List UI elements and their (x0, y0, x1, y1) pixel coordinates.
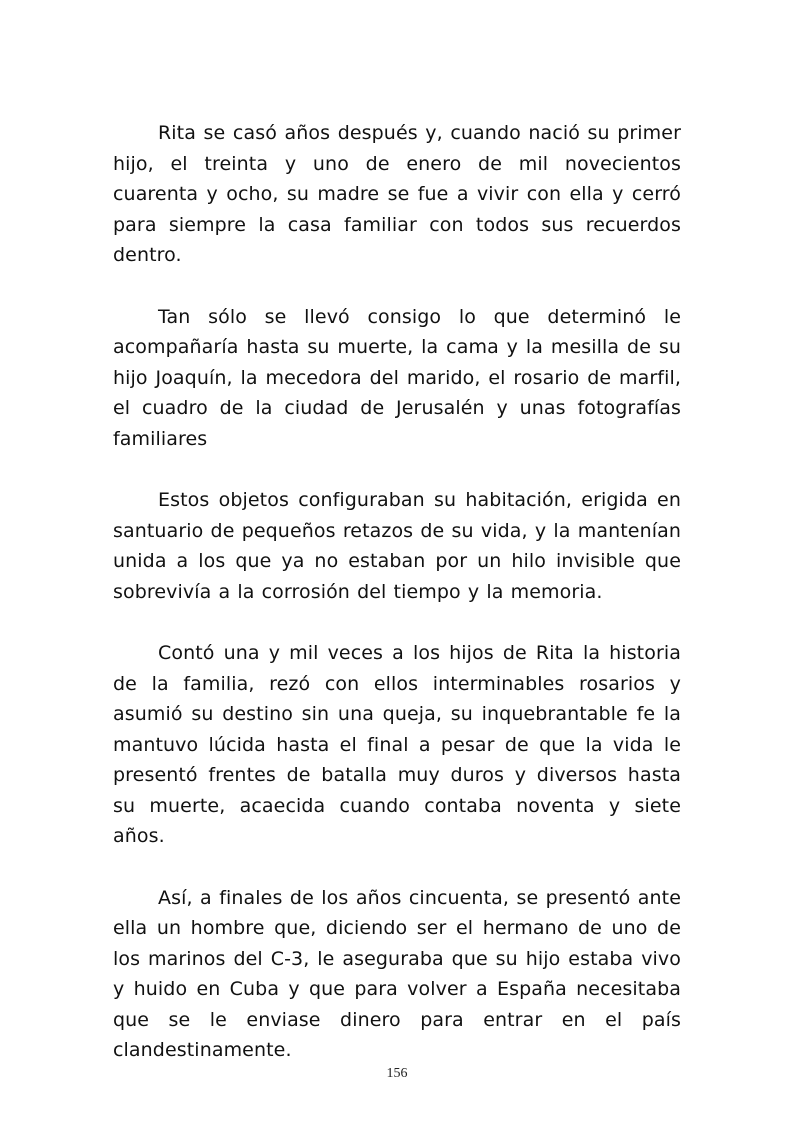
page-number: 156 (386, 1066, 408, 1081)
paragraph-5: Así, a finales de los años cincuenta, se presentó ante ella un hombre que, diciendo ser el hermano de uno de los marinos del C-3, le aseguraba que su hijo estaba vivo y huido en Cuba y que para volver a España necesitaba que se le enviase dinero para entrar en el país clandestinamente. (113, 886, 681, 1061)
paragraph-1: Rita se casó años después y, cuando nació su primer hijo, el treinta y uno de enero de mil novecientos cuarenta y ocho, su madre se fue a vivir con ella y cerró para siempre la casa familiar con todos sus recuerdos dentro. (113, 122, 681, 266)
paragraph-2: Tan sólo se llevó consigo lo que determinó le acompañaría hasta su muerte, la cama y la mesilla de su hijo Joaquín, la mecedora del marido, el rosario de marfil, el cuadro de la ciudad de Jerusalén y unas fotografías familiares (113, 305, 681, 450)
paragraph-4: Contó una y mil veces a los hijos de Rita la historia de la familia, rezó con ellos interminables rosarios y asumió su destino sin una queja, su inquebrantable fe la mantuvo lúcida hasta el final a pesar de que la vida le presentó frentes de batalla muy duros y diversos hasta su muerte, acaecida cuando contaba noventa y siete años. (113, 642, 681, 847)
paragraph-3: Estos objetos configuraban su habitación, erigida en santuario de pequeños retazos de su vida, y la mantenían unida a los que ya no estaban por un hilo invisible que sobrevivía a la corrosión del tiempo y la memoria. (113, 489, 681, 603)
body-text (113, 118, 681, 1097)
